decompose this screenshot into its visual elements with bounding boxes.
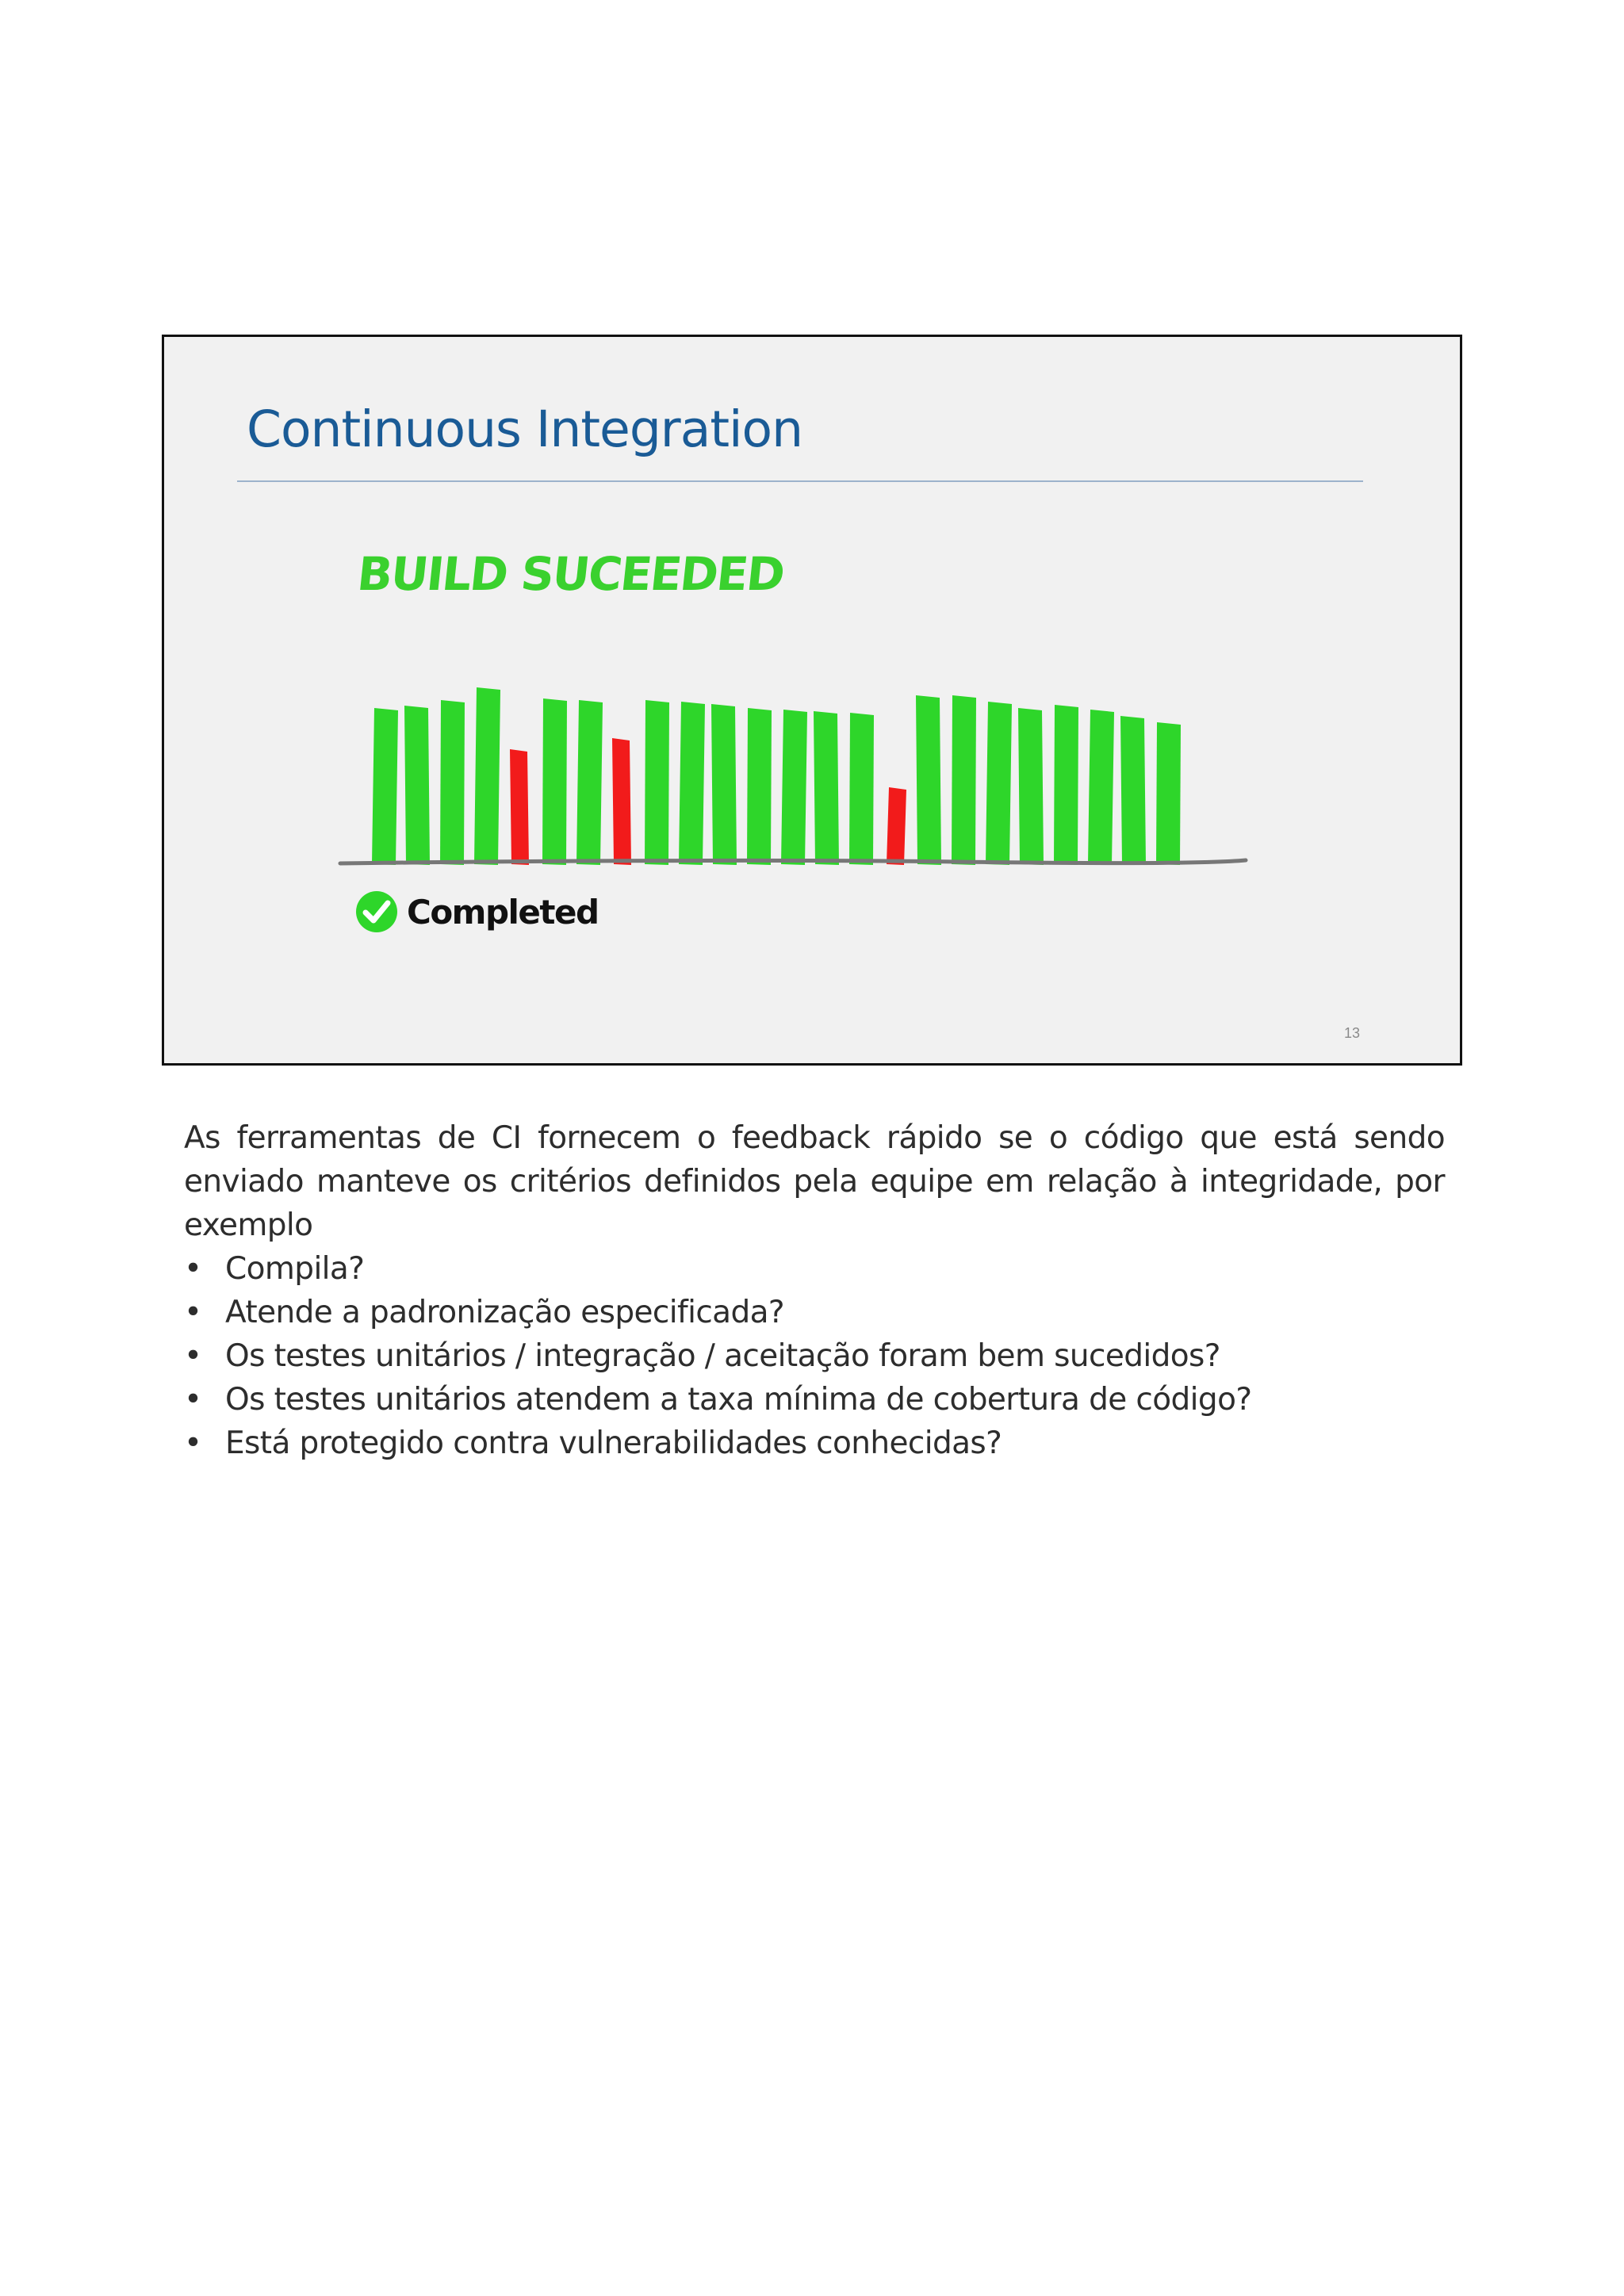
build-bar-failed: [887, 787, 906, 865]
list-item: [184, 1334, 1445, 1378]
build-bar-success: [542, 698, 567, 865]
notes-bullet-list: [184, 1247, 1445, 1465]
build-bar-success: [372, 708, 398, 865]
completed-status: [354, 887, 599, 936]
build-bar-success: [952, 695, 976, 865]
build-bar-success: [711, 704, 737, 865]
build-bar-success: [404, 706, 430, 865]
list-item-text: Os testes unitários atendem a taxa mínima de cobertura de código?: [225, 1382, 1252, 1418]
list-item-text: Está protegido contra vulnerabilidades conhecidas?: [225, 1425, 1002, 1461]
slide: [162, 335, 1462, 1066]
list-item-text: Compila?: [225, 1251, 365, 1287]
build-bar-success: [1018, 708, 1044, 865]
notes-section: [184, 1116, 1445, 1465]
build-bar-success: [576, 700, 603, 865]
build-bar-success: [916, 695, 941, 865]
build-bar-success: [849, 713, 874, 865]
completed-label: Completed: [407, 892, 599, 932]
build-history-chart: [164, 337, 1465, 1068]
check-circle-icon: [354, 890, 399, 934]
build-bar-success: [747, 708, 772, 865]
build-bar-success: [814, 711, 839, 865]
build-bar-success: [1088, 710, 1114, 865]
bullet-icon: •: [184, 1382, 202, 1418]
build-bar-success: [1156, 722, 1181, 865]
build-bar-success: [645, 700, 669, 865]
build-bar-failed: [612, 738, 631, 865]
build-bar-success: [440, 700, 465, 865]
bullet-icon: •: [184, 1295, 202, 1330]
list-item-text: Atende a padronização especificada?: [225, 1295, 785, 1330]
build-bar-failed: [510, 749, 529, 865]
list-item: [184, 1422, 1445, 1465]
list-item-text: Os testes unitários / integração / aceitação foram bem sucedidos?: [225, 1338, 1220, 1374]
build-bar-success: [1054, 705, 1078, 865]
notes-intro: As ferramentas de CI fornecem o feedback rápido se o código que está sendo enviado manteve os critérios definidos pela equipe em relação à integridade, por exemplo: [184, 1120, 1445, 1243]
build-status-text: BUILD SUCEEDED: [354, 547, 787, 601]
bullet-icon: •: [184, 1251, 202, 1287]
build-bars: [372, 687, 1181, 865]
build-bar-success: [679, 702, 705, 865]
bullet-icon: •: [184, 1425, 202, 1461]
build-bar-success: [986, 702, 1012, 865]
build-bar-success: [781, 710, 807, 865]
build-bar-success: [474, 687, 500, 865]
slide-title: Continuous Integration: [247, 400, 802, 458]
list-item: [184, 1291, 1445, 1334]
build-bar-success: [1120, 716, 1146, 865]
slide-number: 13: [1344, 1025, 1361, 1041]
bullet-icon: •: [184, 1338, 202, 1374]
list-item: [184, 1247, 1445, 1291]
list-item: [184, 1378, 1445, 1422]
